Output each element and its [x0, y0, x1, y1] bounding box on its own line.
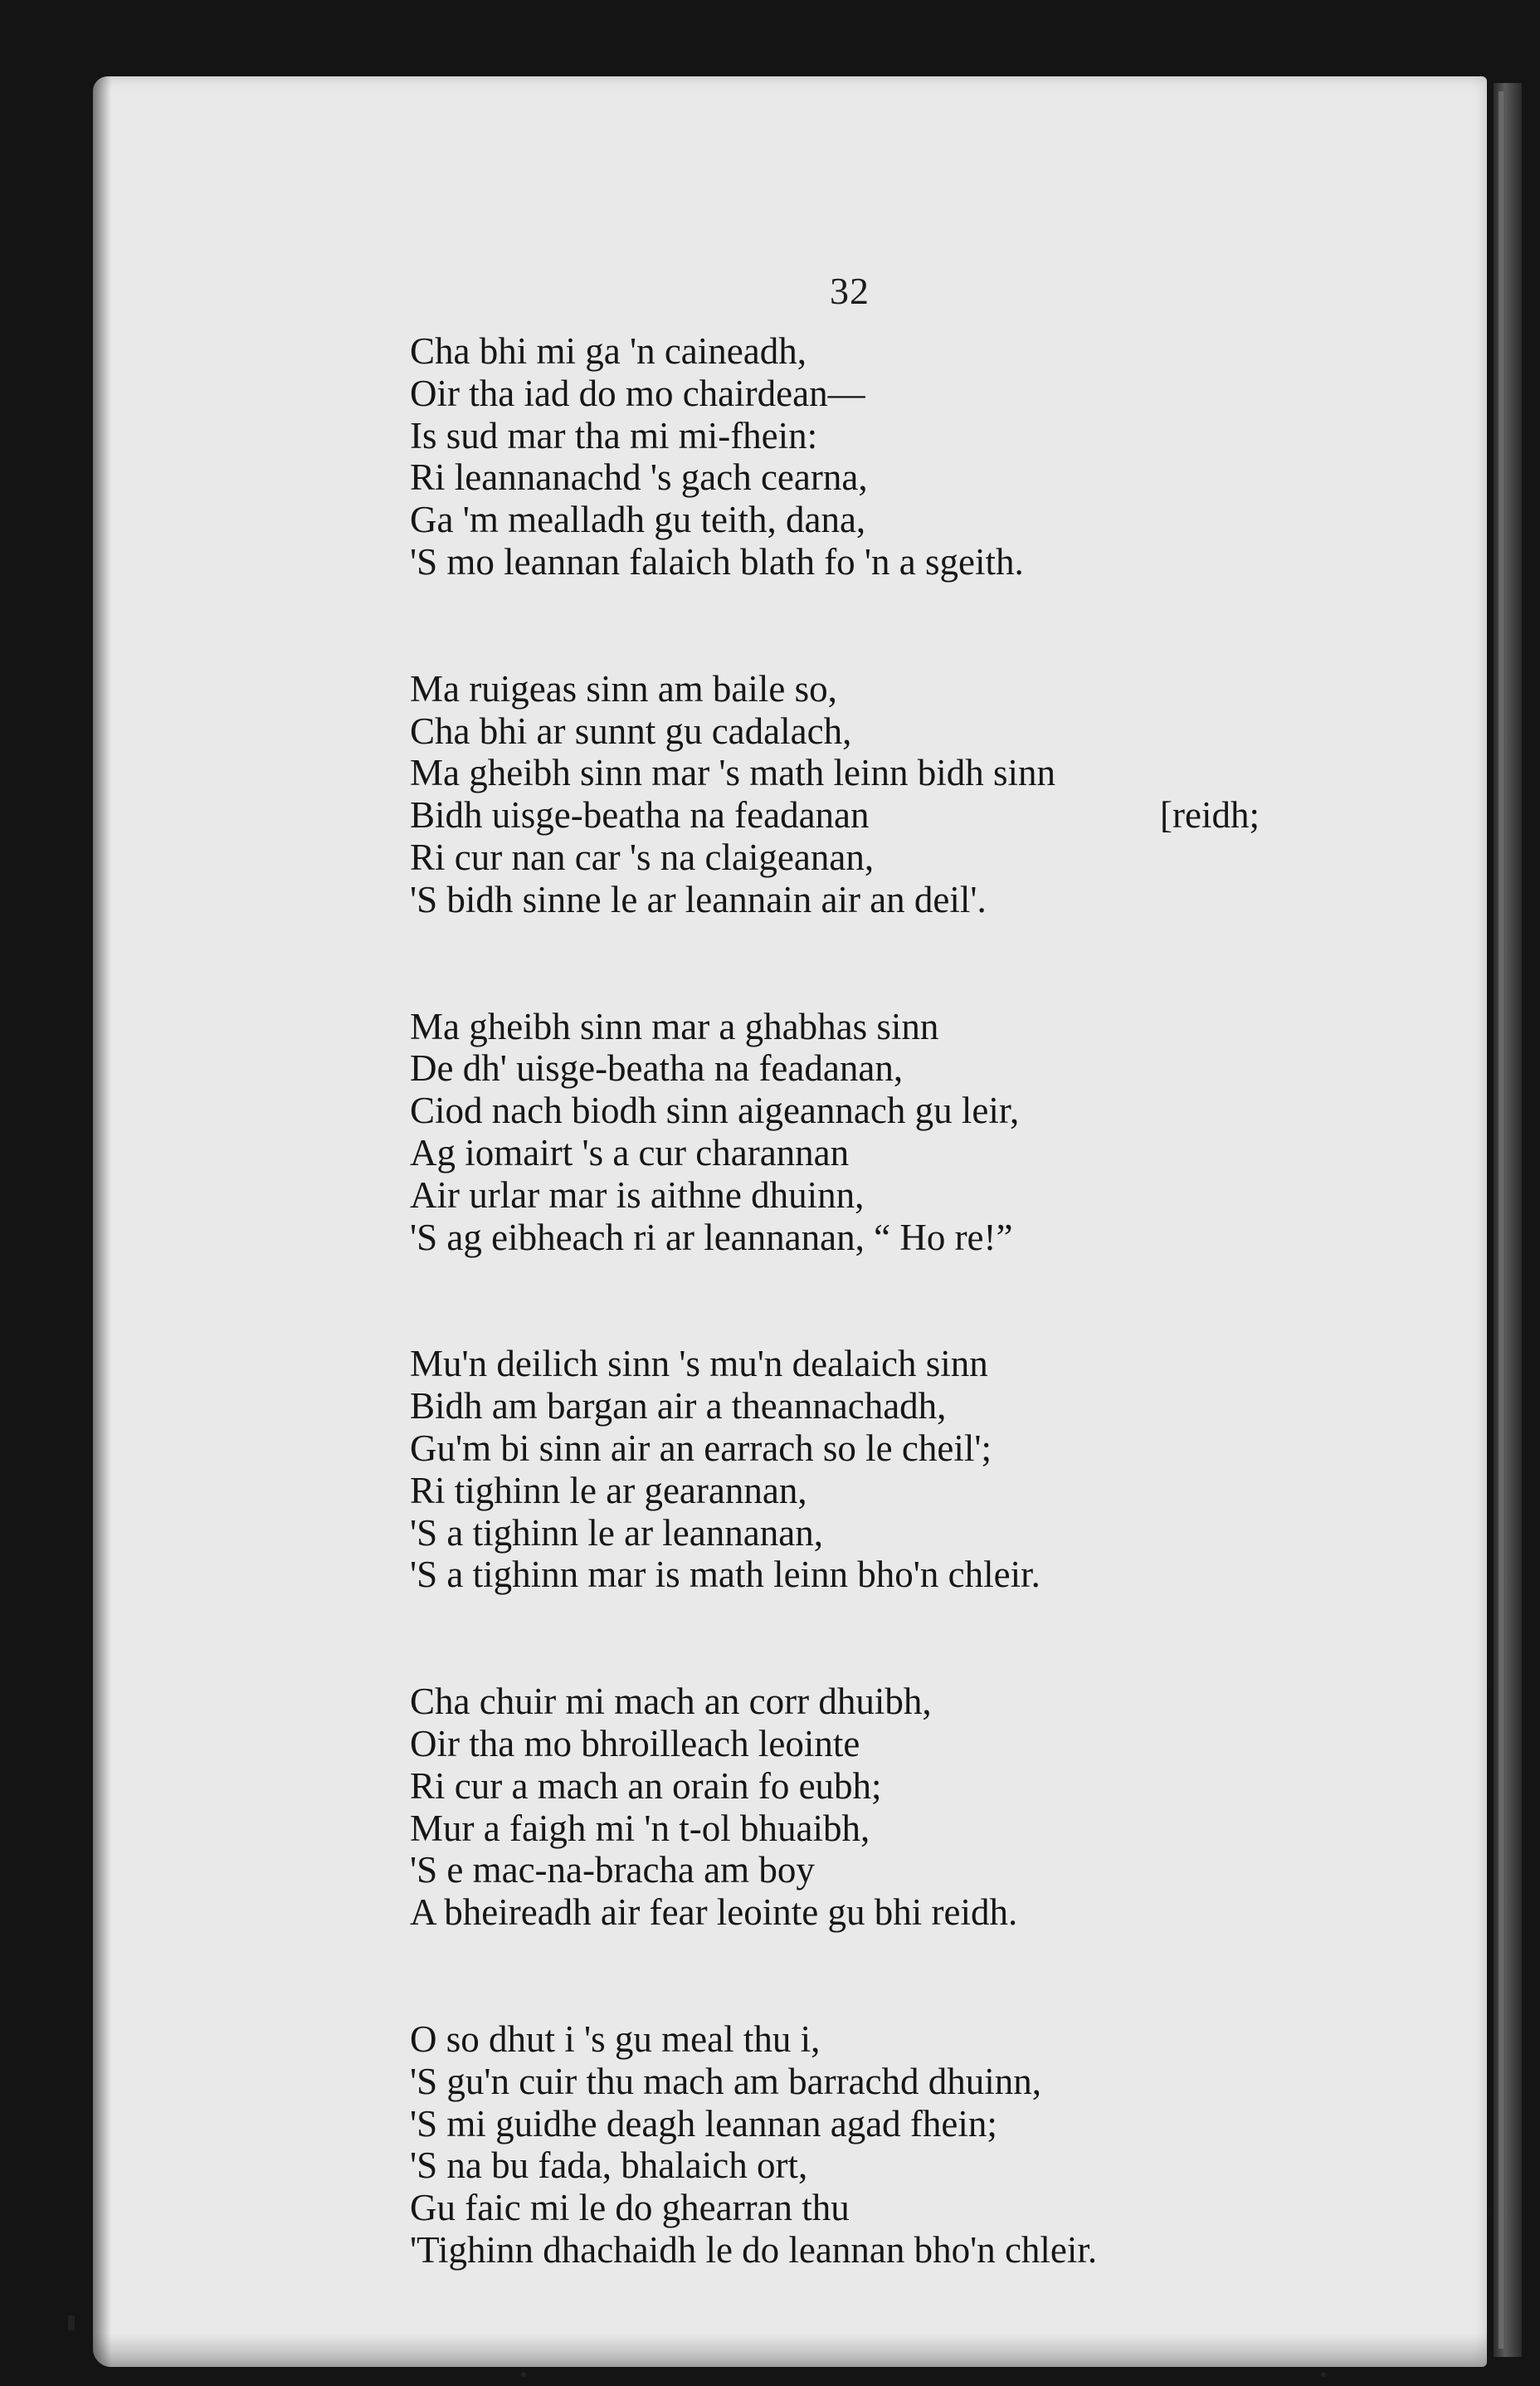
poem-line	[410, 1849, 1389, 1891]
scan-speck	[68, 2315, 75, 2330]
poem-line-text: 'S na bu fada, bhalaich ort,	[410, 2144, 808, 2187]
poem-line-text: Gu'm bi sinn air an earrach so le cheil';	[410, 1427, 992, 1469]
poem-line-text: Oir tha iad do mo chairdean—	[410, 372, 865, 414]
poem-line-text: 'Tighinn dhachaidh le do leannan bho'n chleir.	[410, 2228, 1098, 2271]
poem-line-text: De dh' uisge-beatha na feadanan,	[410, 1047, 904, 1090]
poem-line	[410, 1765, 1389, 1808]
scan-speck	[1321, 2372, 1326, 2377]
poem-line	[410, 1723, 1389, 1765]
poem-line-text: Cha chuir mi mach an corr dhuibh,	[410, 1681, 932, 1723]
poem-line	[410, 1808, 1389, 1850]
poem-line	[410, 2229, 1389, 2271]
poem-line	[410, 879, 1389, 921]
poem-line-text: Gu faic mi le do ghearran thu	[410, 2187, 850, 2229]
poem-line-text: 'S ag eibheach ri ar leannanan, “ Ho re!”	[410, 1216, 1013, 1258]
poem-line-text: Mur a faigh mi 'n t-ol bhuaibh,	[410, 1807, 870, 1849]
poem-line-text: Bidh uisge-beatha na feadanan	[410, 794, 870, 837]
poem-line-text: O so dhut i 's gu meal thu i,	[410, 2018, 821, 2060]
poem-line	[410, 2144, 1389, 2187]
poem-line-text: Bidh am bargan air a theannachadh,	[410, 1385, 947, 1427]
poem-line	[410, 2187, 1389, 2229]
stanza	[410, 1681, 1389, 1934]
page-number: 32	[830, 270, 870, 312]
poem-line	[410, 1343, 1389, 1385]
poem-line	[410, 1554, 1389, 1596]
poem-line	[410, 330, 1389, 373]
poem-line-text: 'S mo leannan falaich blath fo 'n a sgeith.	[410, 540, 1024, 583]
poem-line-text: Ri cur a mach an orain fo eubh;	[410, 1764, 882, 1807]
poem-line	[410, 2061, 1389, 2103]
poem-line-text: Is sud mar tha mi mi-fhein:	[410, 414, 818, 456]
poem-line-text: Ma ruigeas sinn am baile so,	[410, 667, 837, 710]
poem-line-text: Ri tighinn le ar gearannan,	[410, 1469, 807, 1511]
poem-line-text: Cha bhi ar sunnt gu cadalach,	[410, 710, 852, 752]
poem-line-text: Ri leannanachd 's gach cearna,	[410, 456, 868, 499]
poem-line	[410, 837, 1389, 879]
poem-line-text: Mu'n deilich sinn 's mu'n dealaich sinn	[410, 1343, 988, 1385]
poem-line	[410, 373, 1389, 415]
poem-line	[410, 499, 1389, 541]
poem-line	[410, 668, 1389, 710]
poem	[410, 330, 1389, 2271]
poem-line-text: Ma gheibh sinn mar 's math leinn bidh sinn	[410, 752, 1056, 794]
poem-line	[410, 794, 1389, 837]
poem-line-text: Ag iomairt 's a cur charannan	[410, 1131, 850, 1173]
poem-line-text: 'S e mac-na-bracha am boy	[410, 1849, 815, 1891]
poem-line	[410, 1470, 1389, 1512]
poem-line	[410, 710, 1389, 753]
adjacent-page-highlight	[1499, 91, 1503, 2349]
poem-line	[410, 1047, 1389, 1090]
poem-line	[410, 1427, 1389, 1470]
poem-line-text: Ma gheibh sinn mar a ghabhas sinn	[410, 1005, 939, 1047]
poem-line-text: Ga 'm mealladh gu teith, dana,	[410, 499, 866, 541]
poem-line-text: 'S gu'n cuir thu mach am barrachd dhuinn,	[410, 2060, 1042, 2102]
poem-line-text: 'S a tighinn mar is math leinn bho'n chleir.	[410, 1554, 1040, 1596]
poem-line	[410, 1006, 1389, 1048]
poem-line-text: 'S a tighinn le ar leannanan,	[410, 1511, 823, 1554]
poem-line-text: Air urlar mar is aithne dhuinn,	[410, 1173, 865, 1216]
stanza	[410, 1006, 1389, 1259]
poem-line	[410, 415, 1389, 457]
poem-line-text: Oir tha mo bhroilleach leointe	[410, 1722, 860, 1764]
poem-line-text: Ciod nach biodh sinn aigeannach gu leir,	[410, 1090, 1020, 1132]
poem-line	[410, 752, 1389, 794]
poem-line	[410, 1512, 1389, 1554]
poem-line	[410, 2018, 1389, 2061]
poem-line-text: 'S mi guidhe deagh leannan agad fhein;	[410, 2102, 997, 2144]
stanza	[410, 668, 1389, 921]
stanza	[410, 2018, 1389, 2271]
poem-line	[410, 1132, 1389, 1174]
poem-line-text: Ri cur nan car 's na claigeanan,	[410, 836, 875, 878]
stanza	[410, 1343, 1389, 1596]
poem-line	[410, 1174, 1389, 1217]
poem-line-text: 'S bidh sinne le ar leannain air an deil'.	[410, 878, 987, 920]
poem-line	[410, 1217, 1389, 1259]
poem-line	[410, 1681, 1389, 1723]
line-continuation: [reidh;	[1160, 794, 1260, 837]
stanza	[410, 330, 1389, 583]
page-bottom-shadow	[93, 2334, 1487, 2367]
poem-line	[410, 1090, 1389, 1132]
poem-line	[410, 1385, 1389, 1427]
scan-speck	[521, 2372, 526, 2377]
poem-line	[410, 2103, 1389, 2145]
poem-line-text: Cha bhi mi ga 'n caineadh,	[410, 330, 807, 372]
poem-line	[410, 456, 1389, 499]
poem-line-text: A bheireadh air fear leointe gu bhi reidh.	[410, 1891, 1018, 1934]
page-gutter-shadow	[93, 76, 111, 2367]
poem-line	[410, 1891, 1389, 1934]
poem-line	[410, 541, 1389, 583]
